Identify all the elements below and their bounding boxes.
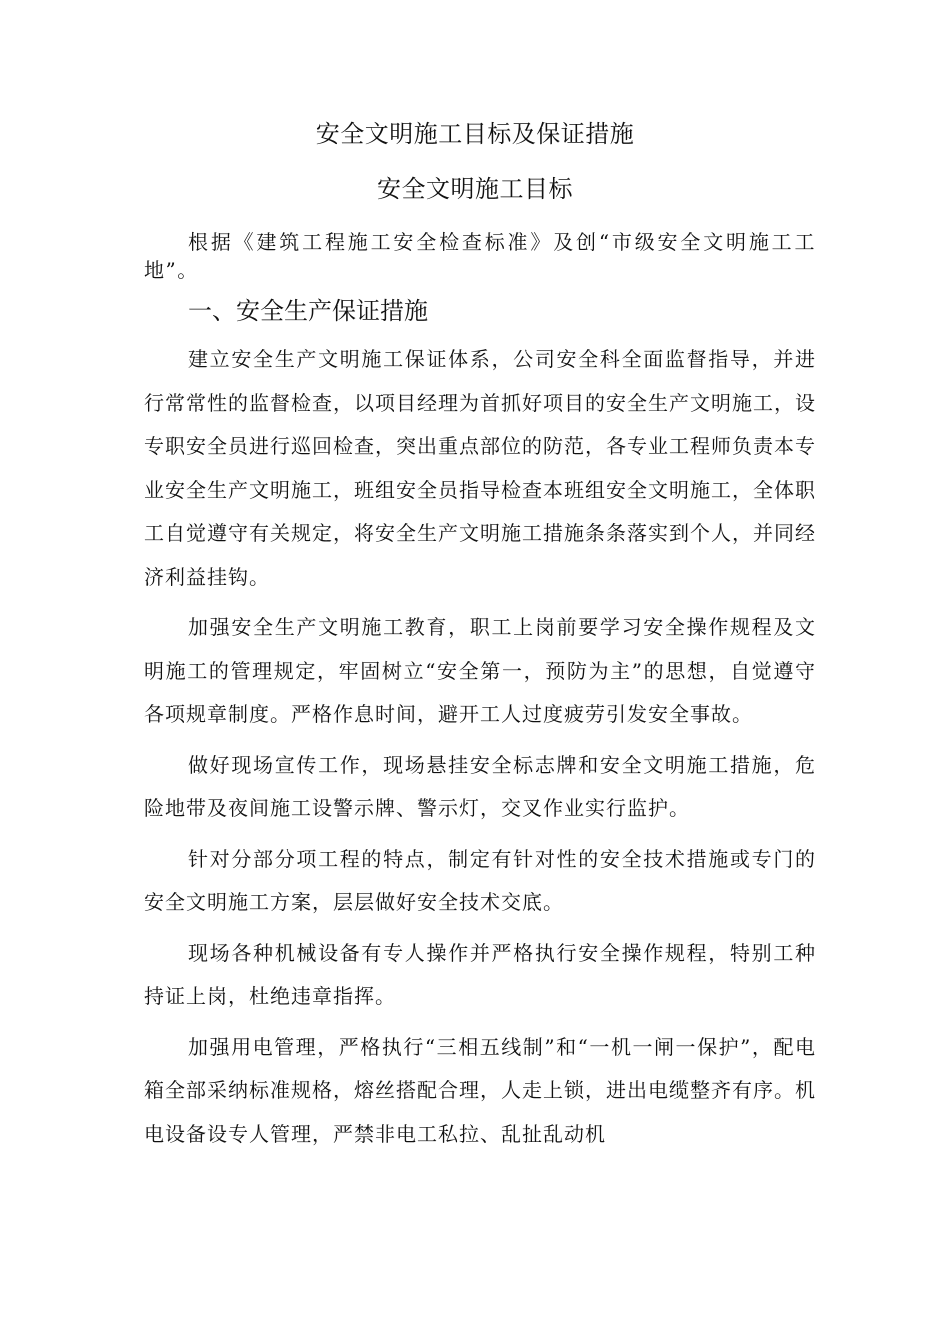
document-subtitle: 安全文明施工目标 xyxy=(377,175,573,203)
intro-paragraph: 根据《建筑工程施工安全检查标准》及创“市级安全文明施工工地”。 xyxy=(144,230,816,282)
paragraph-3: 做好现场宣传工作，现场悬挂安全标志牌和安全文明施工措施，危险地带及夜间施工设警示牌、警示灯，交叉作业实行监护。 xyxy=(144,752,816,820)
paragraph-4: 针对分部分项工程的特点，制定有针对性的安全技术措施或专门的安全文明施工方案，层层做好安全技术交底。 xyxy=(144,846,816,914)
section-heading: 一、安全生产保证措施 xyxy=(188,297,428,325)
paragraph-5: 现场各种机械设备有专人操作并严格执行安全操作规程，特别工种持证上岗，杜绝违章指挥。 xyxy=(144,940,816,1008)
paragraph-2: 加强安全生产文明施工教育，职工上岗前要学习安全操作规程及文明施工的管理规定，牢固树立“安全第一，预防为主”的思想，自觉遵守各项规章制度。严格作息时间，避开工人过度疲劳引发安全事故。 xyxy=(144,615,816,726)
paragraph-6: 加强用电管理，严格执行“三相五线制”和“一机一闸一保护”，配电箱全部采纳标准规格，熔丝搭配合理，人走上锁，进出电缆整齐有序。机电设备设专人管理，严禁非电工私拉、乱扯乱动机 xyxy=(144,1034,816,1146)
body-text xyxy=(144,338,816,1163)
paragraph-1: 建立安全生产文明施工保证体系，公司安全科全面监督指导，并进行常常性的监督检查，以项目经理为首抓好项目的安全生产文明施工，设专职安全员进行巡回检查，突出重点部位的防范，各专业工程师负责本专业安全生产文明施工，班组安全员指导检查本班组安全文明施工，全体职工自觉遵守有关规定，将安全生产文明施工措施条条落实到个人，并同经济利益挂钩。 xyxy=(144,347,816,589)
document-title: 安全文明施工目标及保证措施 xyxy=(315,120,635,148)
